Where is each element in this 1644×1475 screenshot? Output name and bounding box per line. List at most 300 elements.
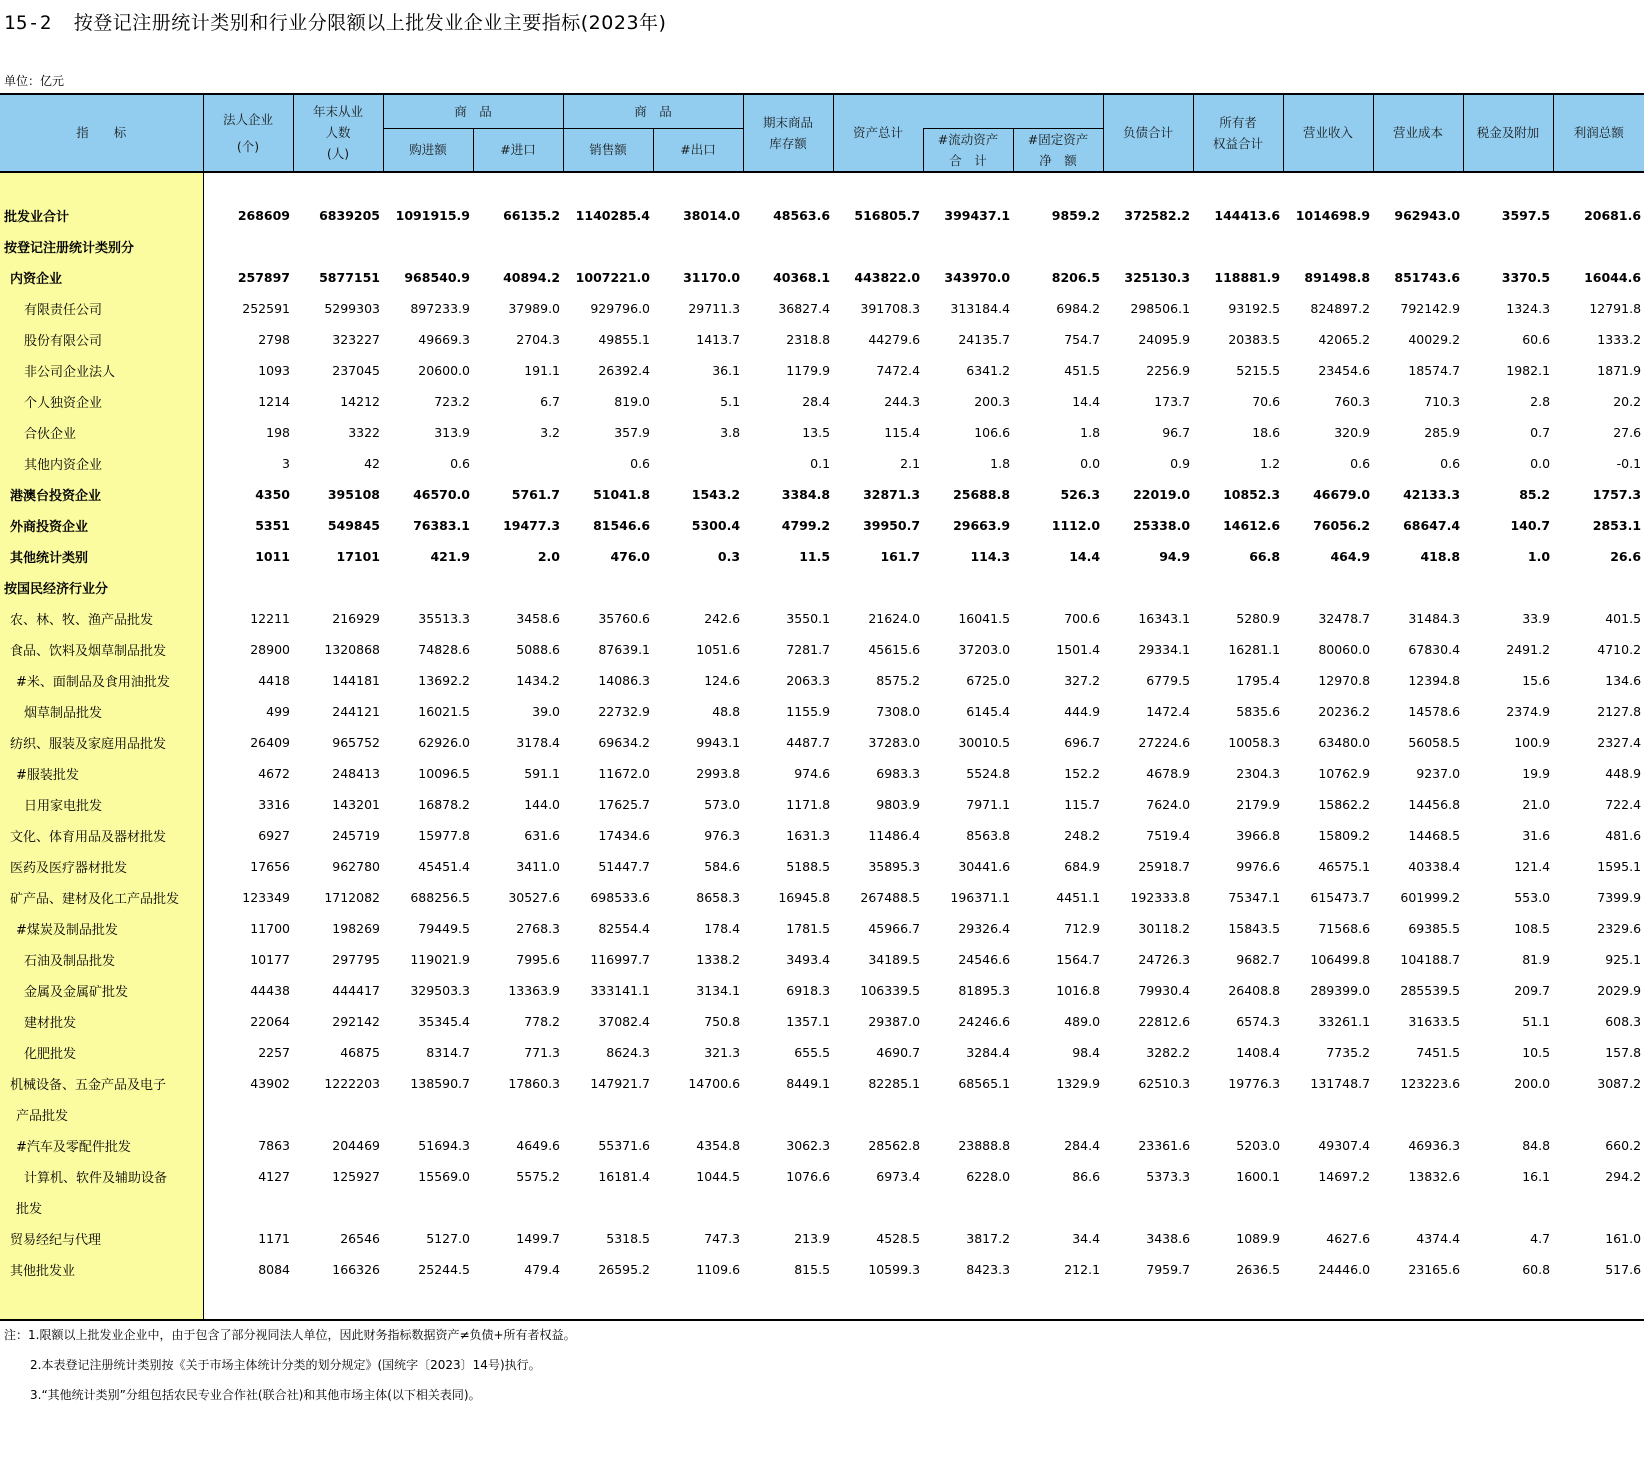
row-value: 62926.0 [418, 734, 470, 750]
row-value [1283, 572, 1373, 603]
row-value: 1982.1 [1506, 362, 1551, 378]
row-value: 257897 [237, 269, 290, 285]
row-value: 321.3 [704, 1044, 741, 1060]
row-value: 4799.2 [781, 517, 831, 533]
table-row [0, 479, 1644, 510]
row-value: 19776.3 [1228, 1075, 1281, 1091]
header-fixed-assets-line1: #固定资产 [1027, 131, 1089, 147]
row-value: 69634.2 [598, 734, 651, 750]
row-value [473, 1099, 563, 1130]
table-row [0, 1192, 1644, 1223]
row-value: 14456.8 [1408, 796, 1461, 812]
row-value: 200.0 [1514, 1075, 1551, 1091]
row-value: 268609 [237, 207, 290, 223]
row-value: 479.4 [524, 1261, 561, 1277]
row-value [653, 1192, 743, 1223]
row-value [833, 1192, 923, 1223]
row-value: 60.8 [1522, 1261, 1551, 1277]
row-label: 其他批发业 [0, 1254, 203, 1285]
row-label: 建材批发 [0, 1006, 203, 1037]
row-value: 242.6 [704, 610, 741, 626]
row-value: 46936.3 [1408, 1137, 1461, 1153]
row-value: 245719 [332, 827, 380, 843]
row-value: 698533.6 [590, 889, 651, 905]
row-value: 87639.1 [598, 641, 651, 657]
row-value: 851743.6 [1394, 269, 1461, 285]
row-value: 6228.0 [966, 1168, 1011, 1184]
table-row [0, 510, 1644, 541]
row-value: 45451.4 [418, 858, 470, 874]
row-value: 16044.6 [1584, 269, 1642, 285]
row-value: 49855.1 [598, 331, 651, 347]
row-value: 14468.5 [1408, 827, 1461, 843]
row-value: 5877151 [319, 269, 380, 285]
header-liabilities: 负债合计 [1103, 94, 1193, 172]
table-row [0, 820, 1644, 851]
row-value: 56058.5 [1408, 734, 1461, 750]
row-value: 51.1 [1522, 1013, 1551, 1029]
row-value [833, 572, 923, 603]
header-employees-line1: 年末从业 [312, 104, 363, 120]
row-value: 778.2 [524, 1013, 561, 1029]
row-value: 0.9 [1170, 455, 1191, 471]
row-value: 289399.0 [1310, 982, 1371, 998]
row-value: 138590.7 [410, 1075, 470, 1091]
row-value: 12394.8 [1408, 672, 1461, 688]
row-value: 18574.7 [1408, 362, 1461, 378]
row-value: 401.5 [1605, 610, 1642, 626]
row-value: 2329.6 [1597, 920, 1642, 936]
header-fixed-assets-line2: 净 额 [1039, 152, 1077, 168]
row-value: 5373.3 [1146, 1168, 1191, 1184]
row-value: 14212 [340, 393, 380, 409]
row-value: 451.5 [1064, 362, 1101, 378]
table-row [0, 696, 1644, 727]
row-value: 76383.1 [413, 517, 470, 533]
row-value: 1871.9 [1597, 362, 1642, 378]
row-value: 688256.5 [410, 889, 470, 905]
row-label: #米、面制品及食用油批发 [0, 665, 203, 696]
row-value: 13363.9 [508, 982, 561, 998]
row-value: 1631.3 [786, 827, 831, 843]
row-value: 144413.6 [1214, 207, 1281, 223]
row-value: 82554.4 [598, 920, 651, 936]
row-value: 200.3 [974, 393, 1011, 409]
row-value: 526.3 [1060, 486, 1101, 502]
row-value: 23165.6 [1408, 1261, 1461, 1277]
row-label: 机械设备、五金产品及电子 [0, 1068, 203, 1099]
row-value: 48.8 [712, 703, 741, 719]
row-value: 32478.7 [1318, 610, 1371, 626]
row-value [1553, 1099, 1644, 1130]
row-value: 16343.1 [1138, 610, 1191, 626]
row-value [293, 1192, 383, 1223]
row-value: 517.6 [1605, 1261, 1642, 1277]
row-value: 10096.5 [418, 765, 470, 781]
row-value: 327.2 [1064, 672, 1101, 688]
row-value: 1076.6 [786, 1168, 831, 1184]
row-value: 4127 [258, 1168, 290, 1184]
row-value: 244121 [332, 703, 380, 719]
row-value: 2327.4 [1597, 734, 1642, 750]
table-title: 按登记注册统计类别和行业分限额以上批发业企业主要指标(2023年) [73, 12, 667, 34]
table-row [0, 634, 1644, 665]
row-value: 37989.0 [508, 300, 561, 316]
row-value: 15862.2 [1318, 796, 1371, 812]
row-value: 20236.2 [1318, 703, 1371, 719]
row-value: 24246.6 [958, 1013, 1011, 1029]
row-value: 962780 [332, 858, 380, 874]
header-legal-entities-line2: (个) [236, 138, 260, 154]
row-label: 食品、饮料及烟草制品批发 [0, 634, 203, 665]
end-cell [203, 1285, 1644, 1320]
row-value: 6574.3 [1236, 1013, 1281, 1029]
row-label: 外商投资企业 [0, 510, 203, 541]
row-value [743, 572, 833, 603]
row-value [293, 572, 383, 603]
row-value: 45615.6 [868, 641, 921, 657]
row-value: 2127.8 [1597, 703, 1642, 719]
row-value: 5761.7 [511, 486, 561, 502]
row-value: 448.9 [1605, 765, 1642, 781]
row-value: 2.8 [1530, 393, 1551, 409]
row-value [563, 231, 653, 262]
row-value: 7863 [258, 1137, 290, 1153]
row-value: 8624.3 [606, 1044, 651, 1060]
row-value: 22064 [250, 1013, 290, 1029]
row-value: 31.6 [1522, 827, 1551, 843]
row-value: 3966.8 [1236, 827, 1281, 843]
row-value: 5299303 [324, 300, 380, 316]
row-value: 6.7 [540, 393, 561, 409]
row-value: 19.9 [1522, 765, 1551, 781]
end-label-cell [0, 1285, 203, 1320]
header-legal-entities-line1: 法人企业 [222, 111, 273, 127]
row-value: 5351 [255, 517, 290, 533]
row-value: 116997.7 [590, 951, 651, 967]
row-value: 974.6 [794, 765, 831, 781]
row-value: 9859.2 [1051, 207, 1101, 223]
row-value: 6839205 [319, 207, 380, 223]
row-value: 198269 [332, 920, 380, 936]
row-value [203, 1192, 293, 1223]
row-value: 121.4 [1514, 858, 1551, 874]
row-value: 499 [266, 703, 290, 719]
row-value: 929796.0 [590, 300, 651, 316]
row-value [383, 1192, 473, 1223]
row-value: 2.0 [537, 548, 561, 564]
row-value: 26595.2 [598, 1261, 651, 1277]
row-value [1013, 572, 1103, 603]
row-value: 925.1 [1605, 951, 1642, 967]
row-value: 125927 [332, 1168, 380, 1184]
row-value [653, 231, 743, 262]
row-value [1283, 1099, 1373, 1130]
row-value [833, 1099, 923, 1130]
row-value: 144181 [332, 672, 380, 688]
row-value [293, 231, 383, 262]
row-value: 17434.6 [598, 827, 651, 843]
row-value: 106.6 [974, 424, 1011, 440]
row-value: 3411.0 [516, 858, 561, 874]
row-value: 24446.0 [1318, 1261, 1371, 1277]
row-value: 750.8 [704, 1013, 741, 1029]
row-value [383, 572, 473, 603]
row-value: 161.7 [880, 548, 921, 564]
table-row [0, 851, 1644, 882]
row-value: 115.7 [1064, 796, 1101, 812]
row-value: 17860.3 [508, 1075, 561, 1091]
row-value: 2179.9 [1236, 796, 1281, 812]
row-value: 12211 [250, 610, 290, 626]
row-value [1373, 231, 1463, 262]
row-value: 3550.1 [786, 610, 831, 626]
row-value: 1333.2 [1597, 331, 1642, 347]
row-value: 68647.4 [1403, 517, 1461, 533]
row-value: 31484.3 [1408, 610, 1461, 626]
header-profit: 利润总额 [1553, 94, 1644, 172]
row-value: 1712082 [324, 889, 380, 905]
header-cost: 营业成本 [1373, 94, 1463, 172]
row-value: 1781.5 [786, 920, 831, 936]
row-value [1553, 1192, 1644, 1223]
header-fixed-assets [1013, 128, 1103, 172]
row-value: 7959.7 [1146, 1261, 1191, 1277]
row-value: 5127.0 [426, 1230, 470, 1246]
header-equity-line2: 权益合计 [1213, 135, 1264, 151]
row-value: 30441.6 [958, 858, 1011, 874]
row-label: 批发业合计 [0, 200, 203, 231]
row-value: 30118.2 [1138, 920, 1191, 936]
row-value: 37203.0 [958, 641, 1011, 657]
header-inventory [743, 94, 833, 172]
row-value: 710.3 [1424, 393, 1461, 409]
row-value: 754.7 [1064, 331, 1101, 347]
row-value: 313184.4 [950, 300, 1011, 316]
row-value: 6983.3 [876, 765, 921, 781]
row-value: 106499.8 [1310, 951, 1371, 967]
row-label: 计算机、软件及辅助设备 [0, 1161, 203, 1192]
table-row [0, 789, 1644, 820]
row-label: 非公司企业法人 [0, 355, 203, 386]
row-value: 1543.2 [691, 486, 741, 502]
row-value: 22812.6 [1138, 1013, 1191, 1029]
row-value: 7308.0 [876, 703, 921, 719]
row-value [1103, 1099, 1193, 1130]
row-value: 2257 [258, 1044, 290, 1060]
row-value: 4487.7 [786, 734, 831, 750]
row-label: 股份有限公司 [0, 324, 203, 355]
row-value: 660.2 [1605, 1137, 1642, 1153]
row-value: 1329.9 [1056, 1075, 1101, 1091]
row-value [293, 1099, 383, 1130]
row-value: 1051.6 [696, 641, 741, 657]
row-value: 27.6 [1613, 424, 1642, 440]
row-value: 157.8 [1605, 1044, 1642, 1060]
row-value [473, 572, 563, 603]
row-value: 42133.3 [1403, 486, 1461, 502]
row-label: 批发 [0, 1192, 203, 1223]
row-value: 46875 [340, 1044, 380, 1060]
row-value: 17101 [336, 548, 380, 564]
row-value: 3087.2 [1597, 1075, 1642, 1091]
row-value: 1595.1 [1597, 858, 1642, 874]
row-value: 248.2 [1064, 827, 1101, 843]
row-value: 7971.1 [966, 796, 1011, 812]
row-value: 31633.5 [1408, 1013, 1461, 1029]
row-value: 3178.4 [516, 734, 561, 750]
table-row [0, 355, 1644, 386]
row-value: 237045 [332, 362, 380, 378]
row-value [203, 572, 293, 603]
row-value: 5300.4 [691, 517, 741, 533]
row-value: 40894.2 [503, 269, 561, 285]
row-value [743, 1099, 833, 1130]
header-equity [1193, 94, 1283, 172]
row-value: 444417 [332, 982, 380, 998]
row-value: 696.7 [1064, 734, 1101, 750]
row-value: 114.3 [970, 548, 1011, 564]
row-value [1103, 231, 1193, 262]
row-value: 1600.1 [1236, 1168, 1281, 1184]
row-value [383, 1099, 473, 1130]
row-value: 16945.8 [778, 889, 831, 905]
row-value: 1499.7 [516, 1230, 561, 1246]
row-value: 35895.3 [868, 858, 921, 874]
row-value: 28900 [250, 641, 290, 657]
row-value [473, 448, 563, 479]
row-value: 591.1 [524, 765, 561, 781]
row-value: 0.6 [1350, 455, 1371, 471]
row-value [563, 572, 653, 603]
row-value [833, 231, 923, 262]
row-value: 22732.9 [598, 703, 651, 719]
row-value: 3.2 [540, 424, 561, 440]
row-value: 173.7 [1154, 393, 1191, 409]
row-value: 824897.2 [1310, 300, 1371, 316]
row-value [923, 231, 1013, 262]
row-value: 79930.4 [1138, 982, 1191, 998]
row-value: 2029.9 [1597, 982, 1642, 998]
row-label: 港澳台投资企业 [0, 479, 203, 510]
row-value [743, 1192, 833, 1223]
row-value: 1434.2 [516, 672, 561, 688]
header-current-assets-line1: #流动资产 [937, 131, 999, 147]
table-row [0, 572, 1644, 603]
row-value: 3 [282, 455, 290, 471]
row-value: 69385.5 [1408, 920, 1461, 936]
row-value: 33.9 [1522, 610, 1551, 626]
row-value: 20.2 [1613, 393, 1642, 409]
header-equity-line1: 所有者 [1219, 114, 1257, 130]
row-value: 3817.2 [966, 1230, 1011, 1246]
row-value: 48563.6 [773, 207, 831, 223]
table-code: 15-2 [4, 12, 52, 34]
row-value: 44438 [250, 982, 290, 998]
row-value: 39950.7 [863, 517, 921, 533]
row-value: 8575.2 [876, 672, 921, 688]
row-value: 2256.9 [1146, 362, 1191, 378]
row-value: 44279.6 [868, 331, 921, 347]
row-value: 152.2 [1064, 765, 1101, 781]
header-purchases-bottom: 购进额 [383, 128, 473, 172]
header-purchases-top: 商 品 [383, 94, 563, 128]
row-value: 1472.4 [1146, 703, 1191, 719]
row-value: 27224.6 [1138, 734, 1191, 750]
row-value: 192333.8 [1130, 889, 1191, 905]
row-value: 1091915.9 [395, 207, 470, 223]
row-value: 21624.0 [868, 610, 921, 626]
row-value [653, 572, 743, 603]
row-value: 1357.1 [786, 1013, 831, 1029]
table-row [0, 200, 1644, 231]
row-value: 70.6 [1252, 393, 1281, 409]
row-value: 42065.2 [1318, 331, 1371, 347]
table-row [0, 386, 1644, 417]
row-value: 119021.9 [410, 951, 470, 967]
row-value: 5280.9 [1236, 610, 1281, 626]
row-value: 10058.3 [1228, 734, 1281, 750]
row-value: 23888.8 [958, 1137, 1011, 1153]
row-value: 79449.5 [418, 920, 470, 936]
row-value: 792142.9 [1400, 300, 1461, 316]
row-value [383, 231, 473, 262]
row-value: 25688.8 [953, 486, 1011, 502]
row-value: 631.6 [524, 827, 561, 843]
row-value: 16878.2 [418, 796, 470, 812]
row-value: 8314.7 [426, 1044, 470, 1060]
row-value: 297795 [332, 951, 380, 967]
row-value: 1044.5 [696, 1168, 741, 1184]
header-sales-bottom: 销售额 [563, 128, 653, 172]
table-row [0, 293, 1644, 324]
row-value: 968540.9 [404, 269, 470, 285]
row-value: 7399.9 [1597, 889, 1642, 905]
row-value: 1109.6 [696, 1261, 741, 1277]
row-value: 481.6 [1605, 827, 1642, 843]
row-value: 712.9 [1064, 920, 1101, 936]
row-value: 655.5 [794, 1044, 831, 1060]
row-value: 976.3 [704, 827, 741, 843]
row-value: 24095.9 [1138, 331, 1191, 347]
row-value: 10762.9 [1318, 765, 1371, 781]
row-value: 36.1 [712, 362, 741, 378]
row-value: 14578.6 [1408, 703, 1461, 719]
row-value: 21.0 [1522, 796, 1551, 812]
row-value: 81546.6 [593, 517, 651, 533]
row-value: 6918.3 [786, 982, 831, 998]
header-assets-spacer-1 [923, 94, 1013, 128]
row-value: 115.4 [884, 424, 921, 440]
row-value: 32871.3 [863, 486, 921, 502]
row-value: 285.9 [1424, 424, 1461, 440]
row-value: 897233.9 [410, 300, 470, 316]
row-value: 747.3 [704, 1230, 741, 1246]
row-value: 12970.8 [1318, 672, 1371, 688]
row-value: 1007221.0 [575, 269, 651, 285]
row-value: 3062.3 [786, 1137, 831, 1153]
row-value: 39.0 [532, 703, 561, 719]
row-value: 343970.0 [944, 269, 1011, 285]
row-value [203, 1099, 293, 1130]
row-value: 723.2 [434, 393, 470, 409]
row-value: 4354.8 [696, 1137, 741, 1153]
row-value: 329503.3 [410, 982, 470, 998]
row-value: 700.6 [1064, 610, 1101, 626]
header-current-assets [923, 128, 1013, 172]
row-value: 16.1 [1522, 1168, 1551, 1184]
row-value: 10599.3 [868, 1261, 921, 1277]
